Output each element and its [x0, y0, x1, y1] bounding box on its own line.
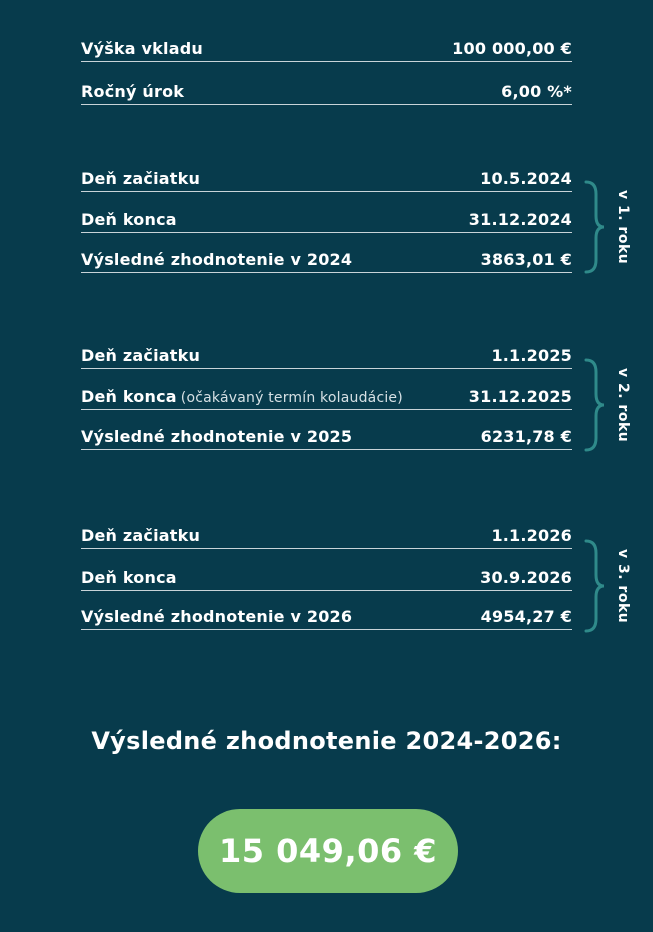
year3-start-label: Deň začiatku [81, 526, 201, 545]
year3-start-value: 1.1.2026 [491, 526, 572, 545]
year3-side-label: v 3. roku [615, 548, 631, 624]
deposit-label: Výška vkladu [81, 39, 203, 58]
year3-result-value: 4954,27 € [480, 607, 572, 626]
year2-end-row [81, 386, 572, 410]
year2-brace-icon [584, 358, 606, 452]
year2-end-value: 31.12.2025 [468, 387, 572, 406]
rate-label: Ročný úrok [81, 82, 185, 101]
year2-result-value: 6231,78 € [480, 427, 572, 446]
year2-result-row [81, 426, 572, 450]
year2-end-label-group [81, 387, 403, 406]
year2-start-label: Deň začiatku [81, 346, 201, 365]
year3-start-row [81, 525, 572, 549]
year2-end-label: Deň konca [81, 387, 177, 406]
year1-end-value: 31.12.2024 [468, 210, 572, 229]
year3-end-row [81, 567, 572, 591]
year1-result-label: Výsledné zhodnotenie v 2024 [81, 250, 353, 269]
year1-end-label: Deň konca [81, 210, 177, 229]
total-title: Výsledné zhodnotenie 2024-2026: [91, 727, 562, 755]
deposit-row [81, 38, 572, 62]
deposit-value: 100 000,00 € [452, 39, 572, 58]
year3-result-row [81, 606, 572, 630]
year1-start-value: 10.5.2024 [480, 169, 572, 188]
year3-brace-icon [584, 539, 606, 633]
year2-end-note: (očakávaný termín kolaudácie) [180, 390, 403, 406]
year3-end-label: Deň konca [81, 568, 177, 587]
year1-result-value: 3863,01 € [480, 250, 572, 269]
year1-side-label: v 1. roku [615, 189, 631, 265]
year1-start-label: Deň začiatku [81, 169, 201, 188]
year3-end-value: 30.9.2026 [480, 568, 572, 587]
year1-start-row [81, 168, 572, 192]
year2-result-label: Výsledné zhodnotenie v 2025 [81, 427, 353, 446]
year1-brace-icon [584, 180, 606, 274]
year1-end-row [81, 209, 572, 233]
year1-result-row [81, 249, 572, 273]
year2-start-row [81, 345, 572, 369]
year2-start-value: 1.1.2025 [491, 346, 572, 365]
rate-value: 6,00 %* [501, 82, 572, 101]
rate-row [81, 81, 572, 105]
year3-result-label: Výsledné zhodnotenie v 2026 [81, 607, 353, 626]
total-value-badge: 15 049,06 € [198, 809, 458, 893]
year2-side-label: v 2. roku [615, 367, 631, 443]
